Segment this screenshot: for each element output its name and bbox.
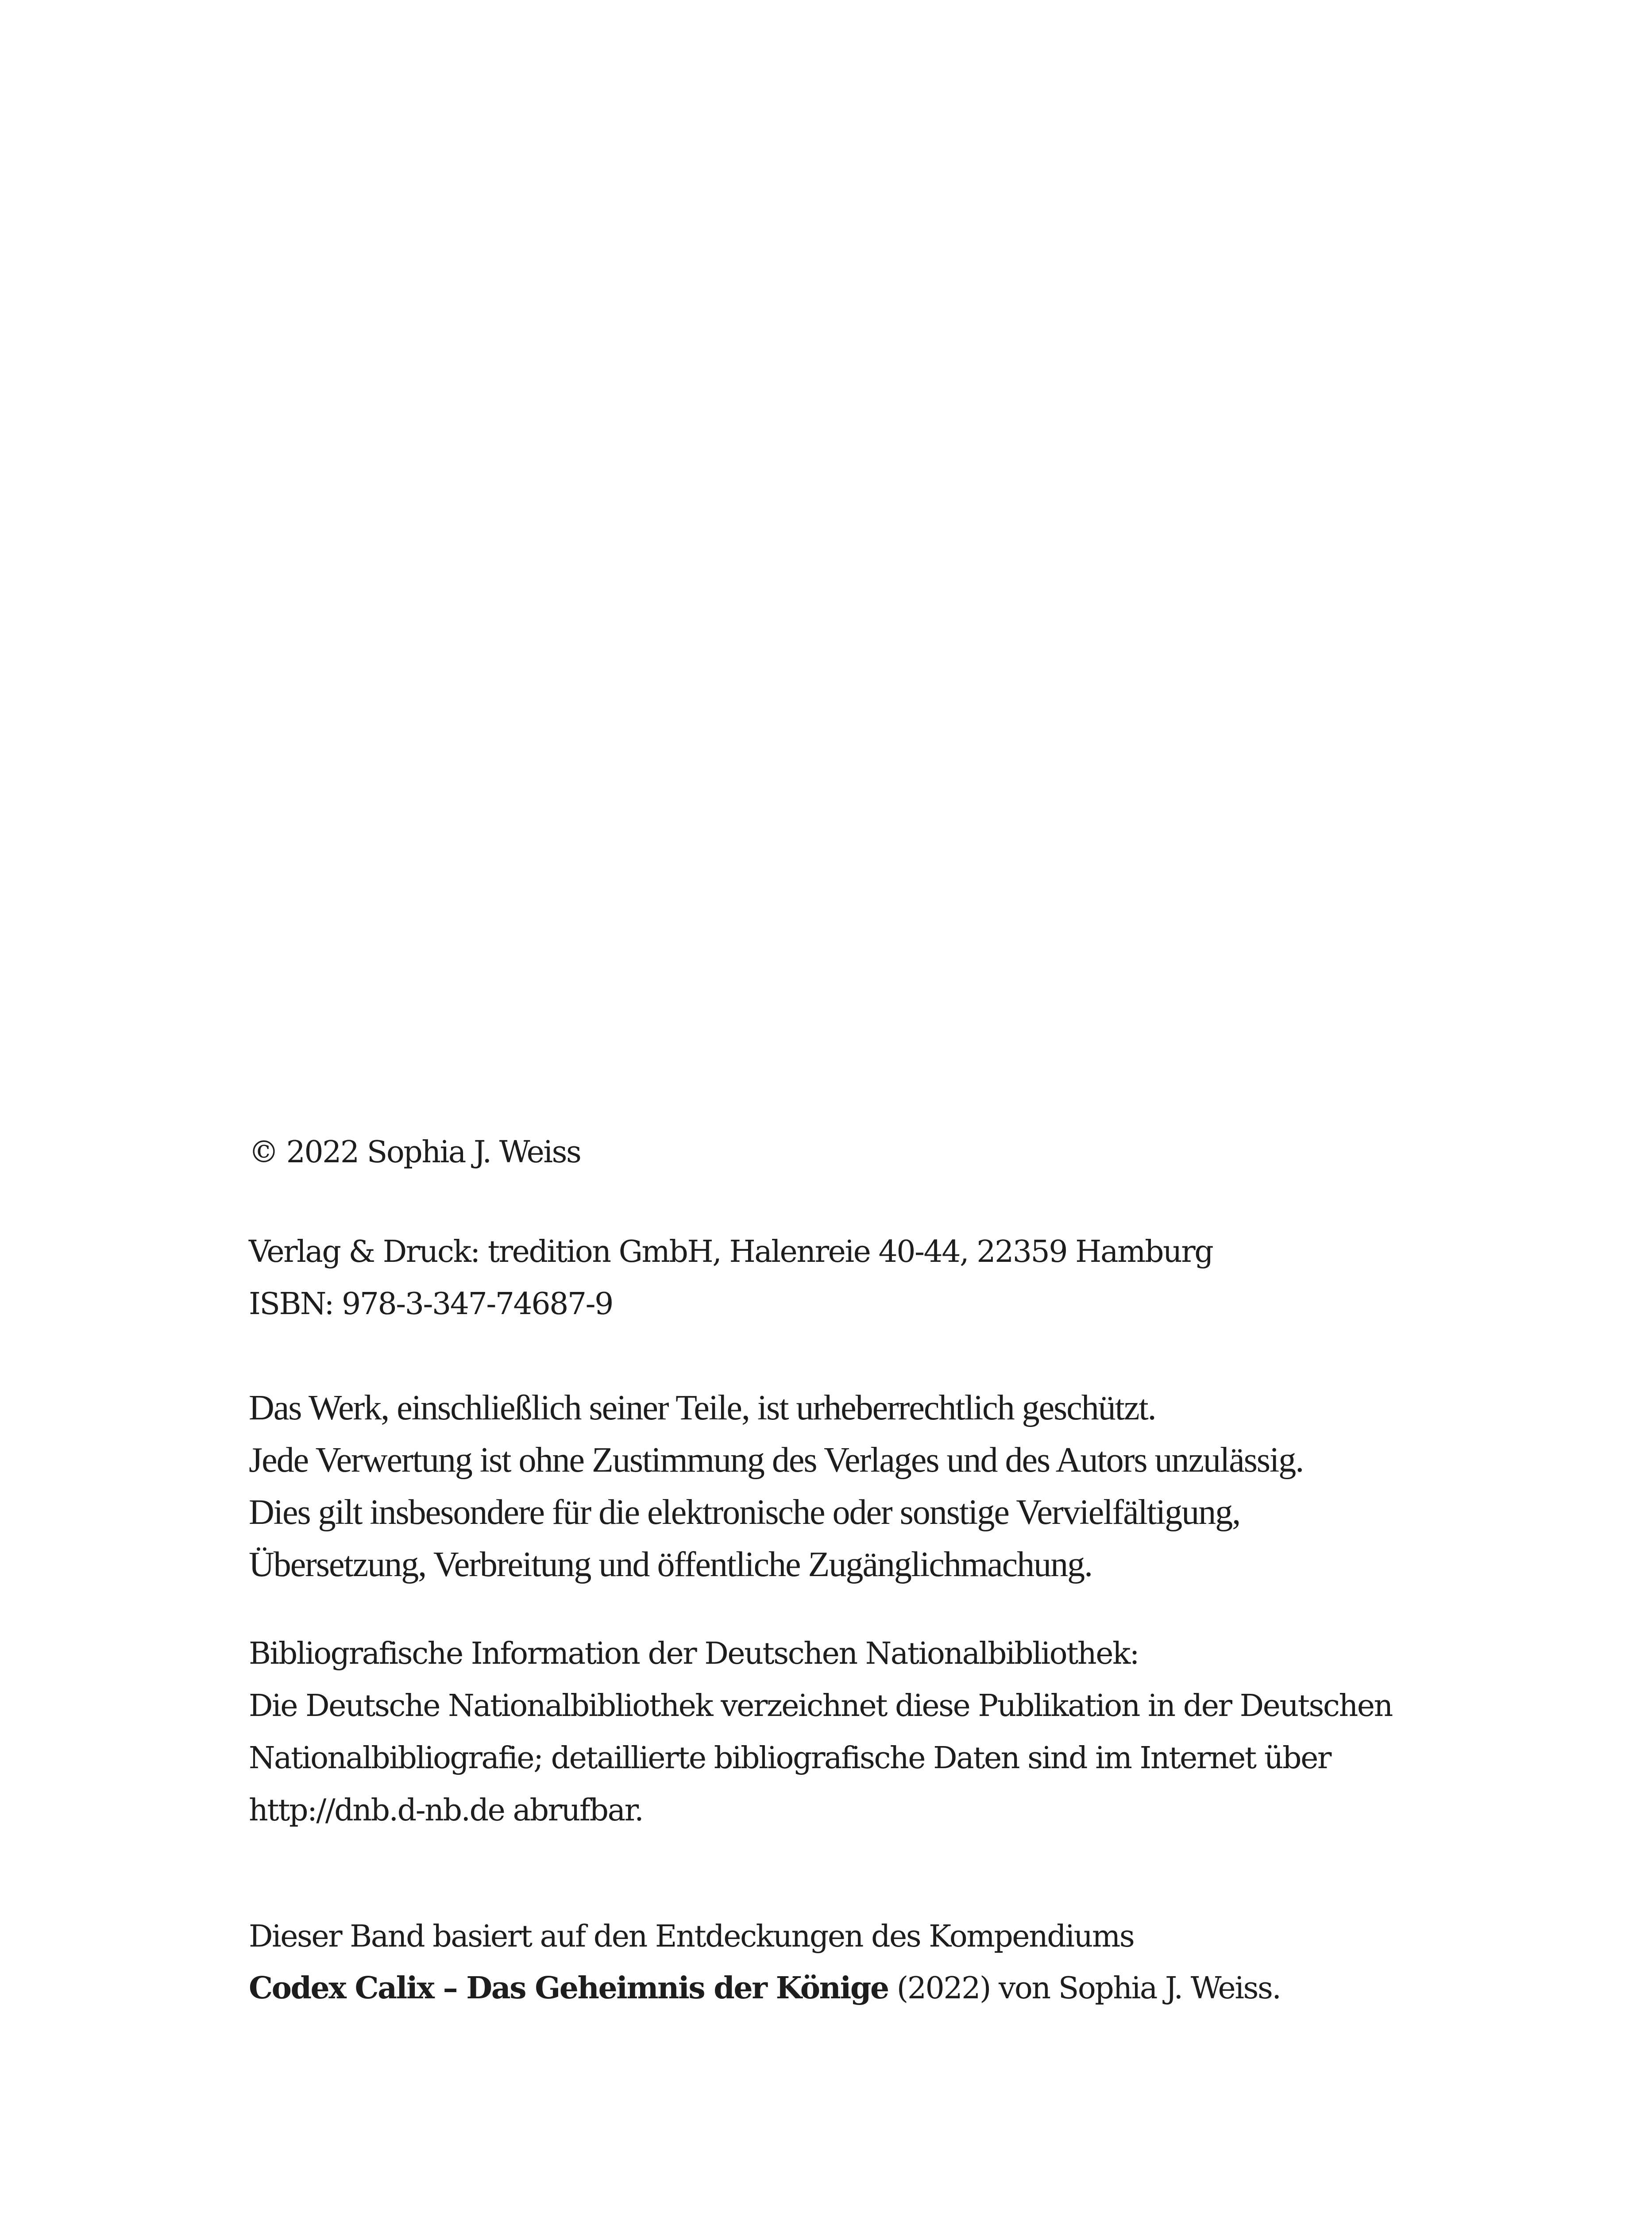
credit-year-author: (2022) von Sophia J. Weiss. [888, 1971, 1281, 2006]
credit-intro: Dieser Band basiert auf den Entdeckungen des Kompendiums [249, 1919, 1134, 1954]
rights-line: Das Werk, einschließlich seiner Teile, ist urheberrechtlich geschützt. [249, 1388, 1156, 1427]
copyright-notice: © 2022 Sophia J. Weiss [249, 1135, 581, 1170]
credit-work-title: Codex Calix – Das Geheimnis der Könige [249, 1970, 888, 2006]
bibliographic-line: Die Deutsche Nationalbibliothek verzeichnet diese Publikation in der Deutschen [249, 1689, 1392, 1723]
publisher-line: Verlag & Druck: tredition GmbH, Halenreie 40-44, 22359 Hamburg [249, 1234, 1213, 1269]
rights-line: Übersetzung, Verbreitung und öffentliche Zugänglichmachung. [249, 1545, 1092, 1584]
bibliographic-url-line: http://dnb.d-nb.de abrufbar. [249, 1793, 643, 1828]
publisher-block [249, 1226, 1488, 1330]
rights-notice [249, 1382, 1488, 1591]
bibliographic-notice [249, 1628, 1488, 1837]
copyright-block [249, 1126, 1488, 1179]
isbn-line: ISBN: 978-3-347-74687-9 [249, 1287, 613, 1322]
bibliographic-line: Nationalbibliografie; detaillierte bibliografische Daten sind im Internet über [249, 1741, 1331, 1776]
rights-line: Dies gilt insbesondere für die elektronische oder sonstige Vervielfältigung, [249, 1493, 1240, 1532]
source-credit [249, 1911, 1488, 2014]
rights-line: Jede Verwertung ist ohne Zustimmung des Verlages und des Autors unzulässig. [249, 1441, 1304, 1480]
bibliographic-line: Bibliografische Information der Deutschen Nationalbibliothek: [249, 1636, 1139, 1671]
credit-citation [249, 1962, 1488, 2014]
